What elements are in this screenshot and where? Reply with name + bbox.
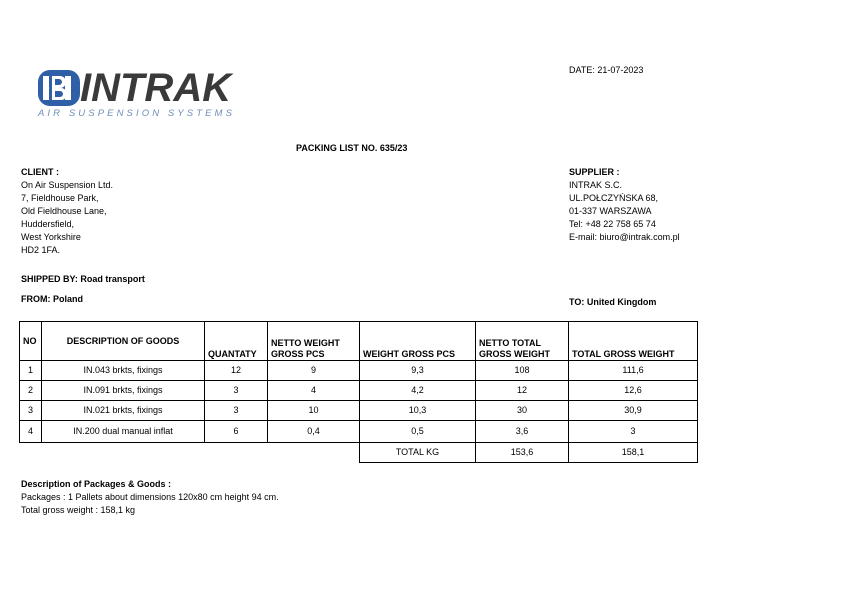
intrak-logo-mark-icon	[38, 70, 80, 106]
cell-quantity: 6	[205, 421, 268, 443]
header-netto-total-line2: GROSS WEIGHT	[479, 349, 551, 359]
cell-no: 2	[20, 381, 42, 401]
table-row	[20, 421, 698, 443]
client-line: 7, Fieldhouse Park,	[21, 193, 99, 203]
total-netto: 153,6	[476, 443, 569, 463]
cell-netto: 4	[268, 381, 360, 401]
packages-line: Packages : 1 Pallets about dimensions 120x80 cm height 94 cm.	[21, 492, 279, 502]
cell-weight-gross: 4,2	[360, 381, 476, 401]
header-netto-total-line1: NETTO TOTAL	[479, 338, 541, 348]
client-line: Old Fieldhouse Lane,	[21, 206, 107, 216]
shipped-by	[21, 274, 145, 284]
company-logo	[38, 68, 243, 124]
header-weight-gross: WEIGHT GROSS PCS	[360, 322, 476, 361]
header-quantity: QUANTATY	[205, 322, 268, 361]
cell-total-gross: 12,6	[569, 381, 698, 401]
client-line: HD2 1FA.	[21, 245, 61, 255]
supplier-line: Tel: +48 22 758 65 74	[569, 219, 656, 229]
cell-netto: 10	[268, 401, 360, 421]
client-label: CLIENT :	[21, 167, 59, 177]
cell-weight-gross: 9,3	[360, 361, 476, 381]
total-gross: 158,1	[569, 443, 698, 463]
total-row	[20, 443, 698, 463]
supplier-block	[569, 166, 680, 244]
shipped-by-label: SHIPPED BY:	[21, 274, 78, 284]
total-gross-line: Total gross weight : 158,1 kg	[21, 505, 136, 515]
cell-netto-total: 108	[476, 361, 569, 381]
header-total-gross: TOTAL GROSS WEIGHT	[569, 322, 698, 361]
to-label: TO:	[569, 297, 585, 307]
cell-no: 3	[20, 401, 42, 421]
client-line: On Air Suspension Ltd.	[21, 180, 114, 190]
client-line: West Yorkshire	[21, 232, 81, 242]
table-row	[20, 361, 698, 381]
client-line: Huddersfield,	[21, 219, 75, 229]
packages-heading: Description of Packages & Goods :	[21, 479, 172, 489]
client-block	[21, 166, 113, 257]
cell-weight-gross: 0,5	[360, 421, 476, 443]
cell-netto-total: 3,6	[476, 421, 569, 443]
header-netto-weight-line1: NETTO WEIGHT	[271, 338, 340, 348]
header-netto-total	[476, 322, 569, 361]
supplier-line: E-mail: biuro@intrak.com.pl	[569, 232, 680, 242]
cell-netto: 0,4	[268, 421, 360, 443]
supplier-line: UL.POŁCZYŃSKA 68,	[569, 193, 659, 203]
cell-no: 1	[20, 361, 42, 381]
cell-netto-total: 30	[476, 401, 569, 421]
table-row	[20, 381, 698, 401]
cell-description: IN.021 brkts, fixings	[42, 401, 205, 421]
document-title: PACKING LIST NO. 635/23	[296, 143, 408, 153]
cell-quantity: 3	[205, 401, 268, 421]
cell-description: IN.200 dual manual inflat	[42, 421, 205, 443]
cell-weight-gross: 10,3	[360, 401, 476, 421]
cell-netto: 9	[268, 361, 360, 381]
packages-description	[21, 478, 279, 517]
cell-netto-total: 12	[476, 381, 569, 401]
shipped-by-value: Road transport	[80, 274, 145, 284]
cell-total-gross: 30,9	[569, 401, 698, 421]
cell-no: 4	[20, 421, 42, 443]
cell-total-gross: 111,6	[569, 361, 698, 381]
supplier-line: 01-337 WARSZAWA	[569, 206, 652, 216]
cell-description: IN.043 brkts, fixings	[42, 361, 205, 381]
logo-tagline: AIR SUSPENSION SYSTEMS	[38, 108, 236, 119]
to-value: United Kingdom	[586, 297, 657, 307]
header-description: DESCRIPTION OF GOODS	[42, 322, 205, 361]
from-country	[21, 294, 83, 304]
header-netto-weight-line2: GROSS PCS	[271, 349, 325, 359]
logo-wordmark: INTRAK	[80, 66, 232, 110]
document-date: DATE: 21-07-2023	[569, 65, 644, 75]
from-label: FROM:	[21, 294, 51, 304]
header-netto-weight	[268, 322, 360, 361]
cell-total-gross: 3	[569, 421, 698, 443]
cell-quantity: 12	[205, 361, 268, 381]
supplier-line: INTRAK S.C.	[569, 180, 623, 190]
packing-table	[19, 321, 698, 463]
header-no: NO	[20, 322, 42, 361]
to-country	[569, 297, 656, 307]
cell-description: IN.091 brkts, fixings	[42, 381, 205, 401]
cell-quantity: 3	[205, 381, 268, 401]
table-row	[20, 401, 698, 421]
from-value: Poland	[53, 294, 84, 304]
total-label: TOTAL KG	[360, 443, 476, 463]
table-header-row	[20, 322, 698, 361]
supplier-label: SUPPLIER :	[569, 167, 620, 177]
